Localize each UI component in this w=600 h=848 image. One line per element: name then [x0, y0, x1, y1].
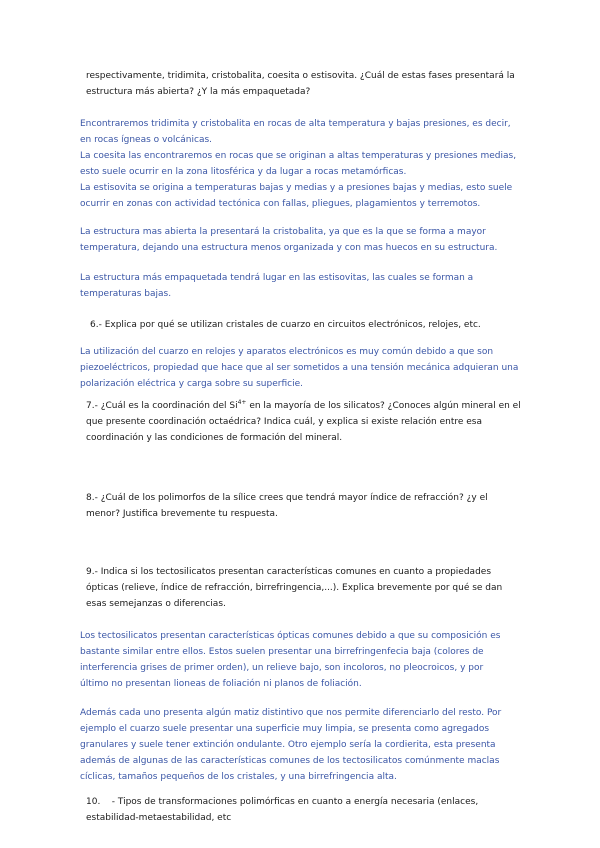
- answer-line: en rocas ígneas o volcánicas.: [80, 135, 213, 145]
- answer-line: La estisovita se origina a temperaturas bajas y medias y a presiones bajas y medias, esto suele: [80, 183, 513, 193]
- answer-line: esto suele ocurrir en la zona litosférica y da lugar a rocas metamórficas.: [80, 167, 407, 177]
- question-10-line-2: estabilidad-metaestabilidad, etc: [86, 813, 232, 823]
- answer-5-paragraph-3: [80, 270, 520, 302]
- answer-line: piezoeléctricos, propiedad que hace que al ser sometidos a una tensión mecánica adquieran una: [80, 363, 519, 373]
- question-5-line-1: respectivamente, tridimita, cristobalita, coesita o estisovita. ¿Cuál de estas fases presentará la: [86, 71, 515, 81]
- answer-line: La utilización del cuarzo en relojes y aparatos electrónicos es muy común debido a que son: [80, 347, 494, 357]
- answer-9-paragraph-2: [80, 705, 520, 785]
- question-7-line-3: coordinación y las condiciones de formación del mineral.: [86, 433, 343, 443]
- superscript-charge: 4+: [237, 399, 247, 406]
- question-9: [86, 564, 518, 612]
- answer-line: Además cada uno presenta algún matiz distintivo que nos permite diferenciarlo del resto. Por: [80, 708, 502, 718]
- answer-line: además de algunas de las características comunes de los tectosilicatos comúnmente maclas: [80, 756, 500, 766]
- question-6: [90, 317, 520, 333]
- answer-5-paragraph-2: [80, 224, 520, 256]
- question-9-line-2: ópticas (relieve, índice de refracción, birrefringencia,...). Explica brevemente por qué se dan: [86, 583, 503, 593]
- answer-line: La estructura más empaquetada tendrá lugar en las estisovitas, las cuales se forman a: [80, 273, 474, 283]
- answer-line: polarización eléctrica y carga sobre su superficie.: [80, 379, 303, 389]
- answer-line: bastante similar entre ellos. Estos suelen presentar una birrefringenfecia baja (colores de: [80, 647, 484, 657]
- answer-line: Encontraremos tridimita y cristobalita en rocas de alta temperatura y bajas presiones, es decir,: [80, 119, 511, 129]
- question-8: [86, 490, 518, 522]
- answer-line: granulares y suele tener extinción ondulante. Otro ejemplo sería la cordierita, esta presenta: [80, 740, 496, 750]
- question-8-line-2: menor? Justifica brevemente tu respuesta.: [86, 509, 278, 519]
- question-10-line-1: 10. - Tipos de transformaciones polimórficas en cuanto a energía necesaria (enlaces,: [86, 797, 479, 807]
- answer-6: [80, 344, 520, 392]
- question-7-line-2: que presente coordinación octaédrica? Indica cuál, y explica si existe relación entre esa: [86, 417, 483, 427]
- question-9-line-3: esas semejanzas o diferencias.: [86, 599, 226, 609]
- answer-5-paragraph-1: [80, 116, 520, 212]
- answer-line: La coesita las encontraremos en rocas que se originan a altas temperaturas y presiones medias,: [80, 151, 517, 161]
- answer-line: temperaturas bajas.: [80, 289, 172, 299]
- answer-line: interferencia grises de primer orden), un relieve bajo, son incoloros, no pleocroicos, y por: [80, 663, 484, 673]
- answer-line: temperatura, dejando una estructura menos organizada y con mas huecos en su estructura.: [80, 243, 498, 253]
- question-7-line-1: 7.- ¿Cuál es la coordinación del $Si^{4+}$ en la mayoría de los silicatos? ¿Conoces algún mineral en el: [86, 399, 521, 411]
- question-5-line-2: estructura más abierta? ¿Y la más empaquetada?: [86, 87, 311, 97]
- answer-line: Los tectosilicatos presentan características ópticas comunes debido a que su composición es: [80, 631, 501, 641]
- question-10: [86, 794, 518, 826]
- answer-line: último no presentan lioneas de foliación ni planos de foliación.: [80, 679, 362, 689]
- answer-line: cíclicas, tamaños pequeños de los cristales, y una birrefringencia alta.: [80, 772, 397, 782]
- answer-line: La estructura mas abierta la presentará la cristobalita, ya que es la que se forma a mayor: [80, 227, 486, 237]
- question-9-line-1: 9.- Indica si los tectosilicatos presentan características comunes en cuanto a propiedades: [86, 567, 492, 577]
- answer-line: ocurrir en zonas con actividad tectónica con fallas, pliegues, plagamientos y terremotos.: [80, 199, 481, 209]
- question-8-line-1: 8.- ¿Cuál de los polimorfos de la sílice crees que tendrá mayor índice de refracción? ¿y el: [86, 493, 488, 503]
- question-6-line-1: 6.- Explica por qué se utilizan cristales de cuarzo en circuitos electrónicos, relojes, etc.: [90, 320, 481, 330]
- answer-9-paragraph-1: [80, 628, 520, 692]
- question-5-continuation: [86, 68, 518, 100]
- question-7: [86, 398, 521, 446]
- answer-line: ejemplo el cuarzo suele presentar una superficie muy limpia, se presenta como agregados: [80, 724, 490, 734]
